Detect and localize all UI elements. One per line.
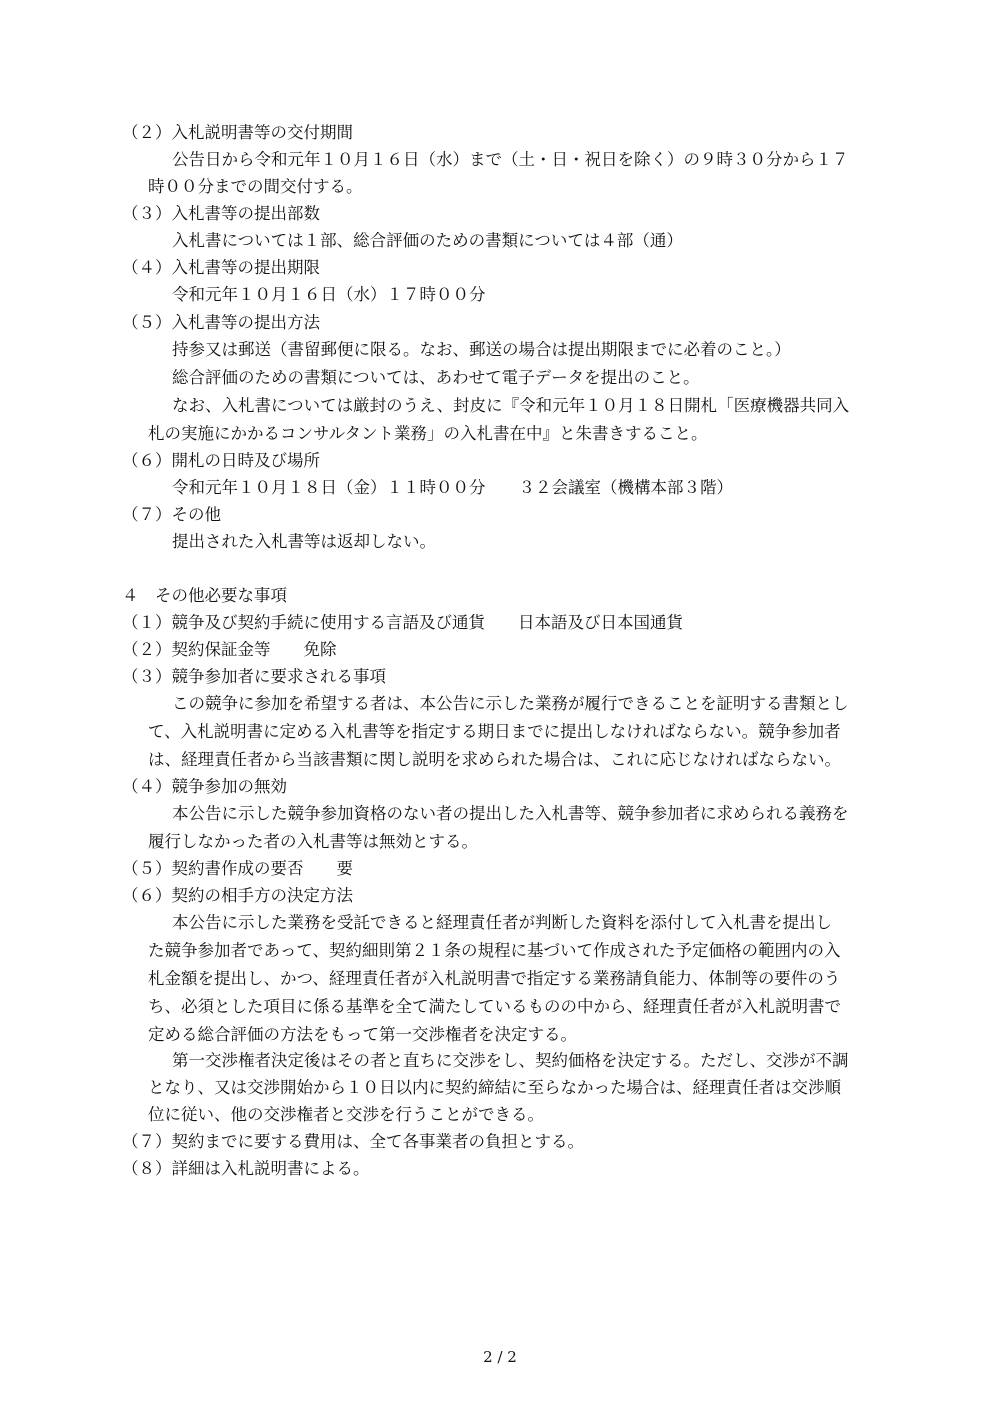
paragraph-line: 本公告に示した競争参加資格のない者の提出した入札書等、競争参加者に求められる義務を: [172, 804, 849, 823]
item-heading-submission-method: （５）入札書等の提出方法: [122, 313, 320, 332]
paragraph-line: た競争参加者であって、契約細則第２１条の規程に基づいて作成された予定価格の範囲内の入: [148, 941, 841, 960]
paragraph-line: 履行しなかった者の入札書等は無効とする。: [148, 832, 478, 851]
item-heading-copies: （３）入札書等の提出部数: [122, 204, 320, 223]
paragraph-line: 第一交渉権者決定後はその者と直ちに交渉をし、契約価格を決定する。ただし、交渉が不調: [172, 1051, 849, 1070]
paragraph-line: 提出された入札書等は返却しない。: [172, 532, 436, 551]
paragraph-line: 入札書については１部、総合評価のための書類については４部（通）: [172, 231, 683, 250]
paragraph-line: 総合評価のための書類については、あわせて電子データを提出のこと。: [172, 368, 700, 387]
paragraph-line: て、入札説明書に定める入札書等を指定する期日までに提出しなければならない。競争参加者: [148, 722, 841, 741]
item-contract-document: （５）契約書作成の要否 要: [122, 859, 353, 878]
item-heading-invalid: （４）競争参加の無効: [122, 777, 287, 796]
item-details: （８）詳細は入札説明書による。: [122, 1159, 370, 1178]
paragraph-line: 札の実施にかかるコンサルタント業務」の入札書在中』と朱書きすること。: [148, 424, 708, 443]
item-heading-decision-method: （６）契約の相手方の決定方法: [122, 886, 353, 905]
paragraph-line: ち、必須とした項目に係る基準を全て満たしているものの中から、経理責任者が入札説明書で: [148, 997, 841, 1016]
paragraph-line: 本公告に示した業務を受託できると経理責任者が判断した資料を添付して入札書を提出し: [172, 913, 832, 932]
page-number: 2 / 2: [483, 1348, 517, 1366]
item-heading-deadline: （４）入札書等の提出期限: [122, 258, 320, 277]
item-heading-other: （７）その他: [122, 505, 221, 524]
paragraph-line: 令和元年１０月１６日（水）１７時００分: [172, 285, 486, 304]
item-heading-opening: （６）開札の日時及び場所: [122, 451, 320, 470]
paragraph-line: 持参又は郵送（書留郵便に限る。なお、郵送の場合は提出期限までに必着のこと。）: [172, 340, 791, 359]
paragraph-line: 位に従い、他の交渉権者と交渉を行うことができる。: [148, 1105, 544, 1124]
paragraph-line: 公告日から令和元年１０月１６日（水）まで（土・日・祝日を除く）の９時３０分から１７: [172, 150, 849, 169]
paragraph-line: 札金額を提出し、かつ、経理責任者が入札説明書で指定する業務請負能力、体制等の要件のう: [148, 969, 841, 988]
item-heading-requirements: （３）競争参加者に要求される事項: [122, 667, 386, 686]
item-language-currency: （１）競争及び契約手続に使用する言語及び通貨 日本語及び日本国通貨: [122, 613, 683, 632]
item-costs: （７）契約までに要する費用は、全て各事業者の負担とする。: [122, 1132, 584, 1151]
paragraph-line: 定める総合評価の方法をもって第一交渉権者を決定する。: [148, 1025, 577, 1044]
item-deposit: （２）契約保証金等 免除: [122, 640, 337, 659]
paragraph-line: となり、又は交渉開始から１０日以内に契約締結に至らなかった場合は、経理責任者は交渉順: [148, 1078, 841, 1097]
paragraph-line: この競争に参加を希望する者は、本公告に示した業務が履行できることを証明する書類とし: [172, 694, 849, 713]
paragraph-line: は、経理責任者から当該書類に関し説明を求められた場合は、これに応じなければならない。: [148, 750, 841, 769]
paragraph-line: なお、入札書については厳封のうえ、封皮に『令和元年１０月１８日開札「医療機器共同入: [172, 396, 850, 415]
paragraph-line: 時００分までの間交付する。: [148, 177, 363, 196]
item-heading-distribution-period: （２）入札説明書等の交付期間: [122, 123, 353, 142]
section-title: ４ その他必要な事項: [122, 586, 287, 605]
paragraph-line: 令和元年１０月１８日（金）１１時００分 ３２会議室（機構本部３階）: [172, 478, 733, 497]
